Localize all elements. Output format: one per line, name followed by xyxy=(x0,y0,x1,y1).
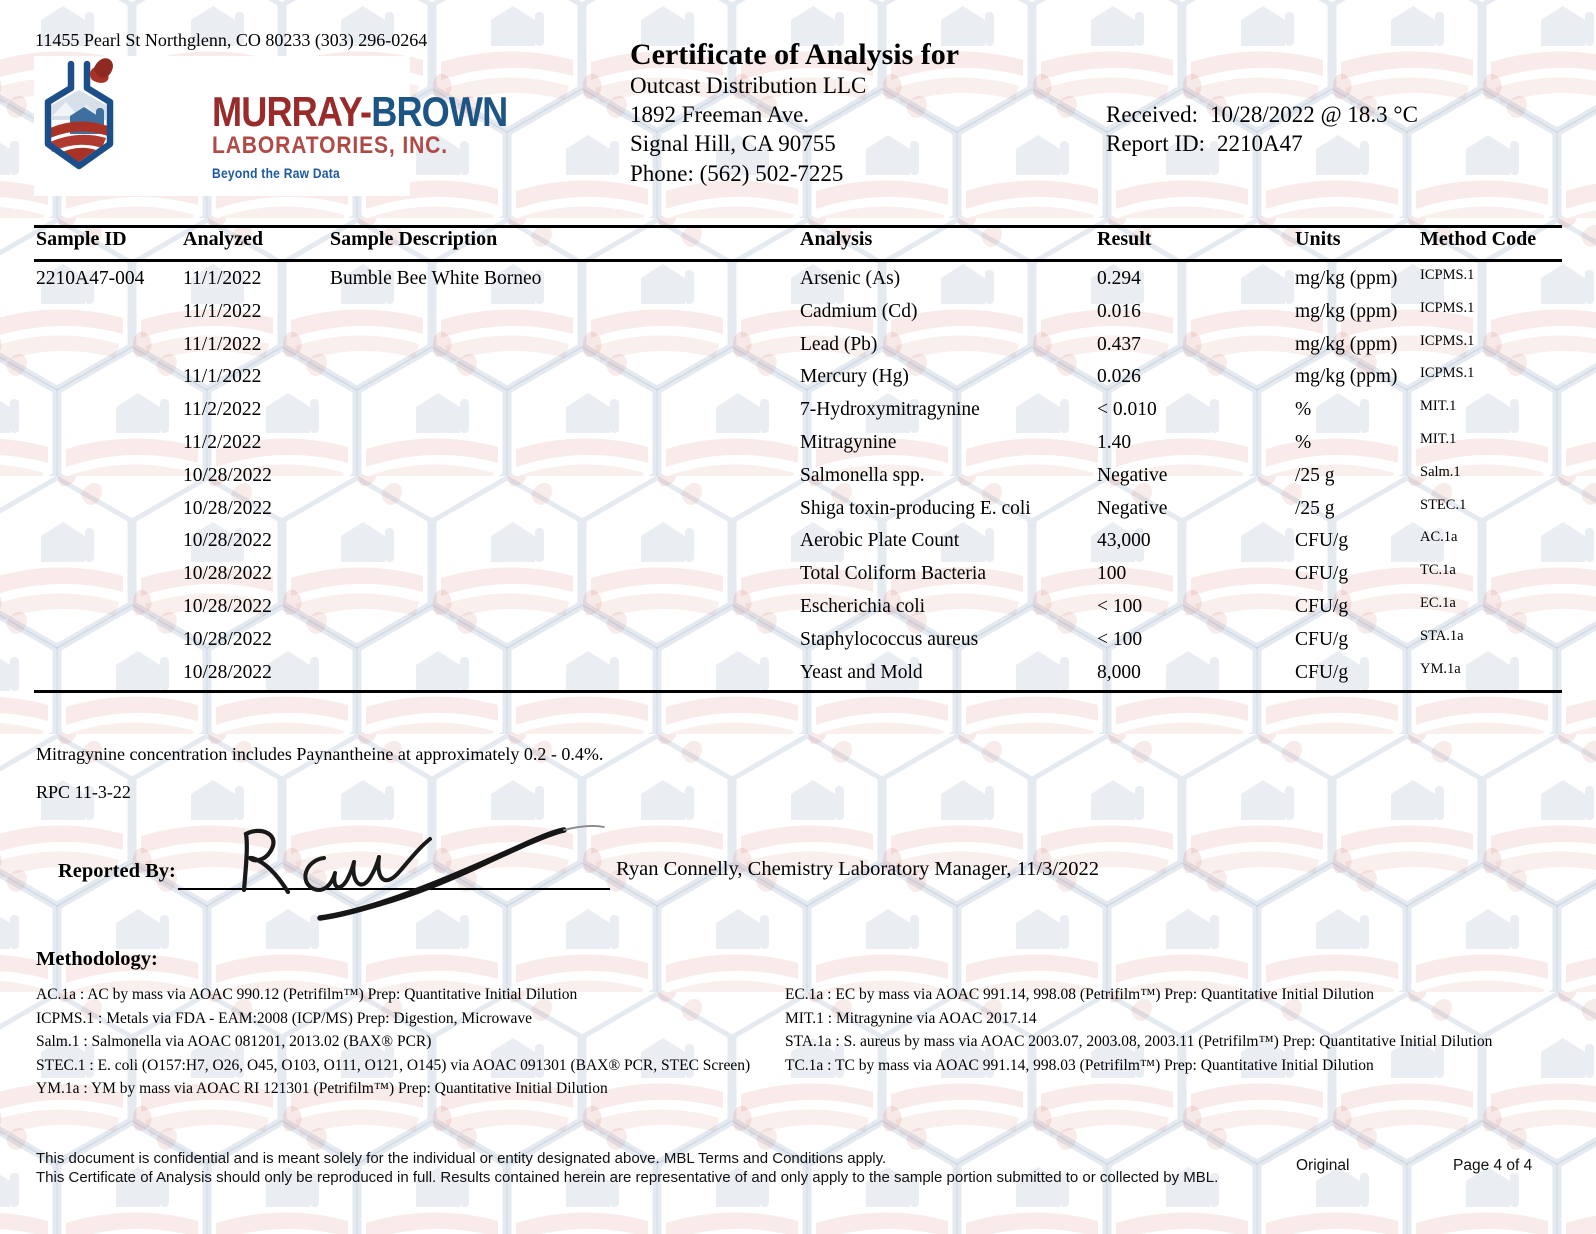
copy-type-label: Original xyxy=(1296,1157,1350,1174)
table-row xyxy=(0,493,1596,526)
cell-sample-id: 2210A47-004 xyxy=(36,268,145,289)
mitragynine-note: Mitragynine concentration includes Paynantheine at approximately 0.2 - 0.4%. xyxy=(36,744,604,764)
col-header-analyzed: Analyzed xyxy=(183,228,263,250)
table-row xyxy=(0,263,1596,296)
client-block xyxy=(630,71,866,188)
cell-analysis: Cadmium (Cd) xyxy=(800,300,918,322)
cell-analysis: Salmonella spp. xyxy=(800,464,925,486)
client-address-2: Signal Hill, CA 90755 xyxy=(630,131,836,157)
cell-units: % xyxy=(1295,399,1312,421)
report-id-label: Report ID: xyxy=(1106,131,1206,157)
methodology-item: STA.1a : S. aureus by mass via AOAC 2003.07, 2003.08, 2003.11 (Petrifilm™) Prep: Quantitative Initial Dilution xyxy=(785,1033,1493,1051)
report-id-value: 2210A47 xyxy=(1217,131,1303,157)
cell-method-code: EC.1a xyxy=(1420,594,1456,611)
table-bottom-rule xyxy=(34,690,1562,693)
cell-analyzed: 11/1/2022 xyxy=(183,366,262,388)
cell-analyzed: 10/28/2022 xyxy=(183,595,272,617)
cell-units: CFU/g xyxy=(1295,530,1349,552)
cell-result: 43,000 xyxy=(1097,530,1151,552)
cell-units: mg/kg (ppm) xyxy=(1295,366,1398,388)
col-header-sample-id: Sample ID xyxy=(36,228,127,250)
cell-analysis: Escherichia coli xyxy=(800,595,926,617)
table-row xyxy=(0,296,1596,329)
table-row xyxy=(0,558,1596,591)
cell-result: < 100 xyxy=(1097,628,1143,650)
rpc-note: RPC 11-3-22 xyxy=(36,782,131,802)
cell-analysis: Yeast and Mold xyxy=(800,661,923,683)
cell-result: < 0.010 xyxy=(1097,399,1157,421)
cell-method-code: MIT.1 xyxy=(1420,398,1457,415)
client-phone: Phone: (562) 502-7225 xyxy=(630,160,844,186)
cell-analyzed: 11/2/2022 xyxy=(183,431,262,453)
table-row xyxy=(0,657,1596,690)
cell-analyzed: 10/28/2022 xyxy=(183,628,272,650)
client-name: Outcast Distribution LLC xyxy=(630,73,867,98)
cell-method-code: TC.1a xyxy=(1420,562,1456,579)
page-title: Certificate of Analysis for xyxy=(630,38,960,71)
cell-analyzed: 10/28/2022 xyxy=(183,530,272,552)
received-value: 10/28/2022 @ 18.3 °C xyxy=(1209,102,1418,127)
results-rows xyxy=(0,263,1596,689)
methodology-item: Salm.1 : Salmonella via AOAC 081201, 2013.02 (BAX® PCR) xyxy=(36,1033,432,1051)
table-row xyxy=(0,329,1596,362)
brand-name-brown: BROWN xyxy=(371,88,508,135)
brand-laboratories: LABORATORIES, INC. xyxy=(212,132,448,159)
cell-analyzed: 11/1/2022 xyxy=(183,333,262,355)
cell-method-code: ICPMS.1 xyxy=(1420,365,1475,382)
methodology-item: AC.1a : AC by mass via AOAC 990.12 (Petrifilm™) Prep: Quantitative Initial Dilution xyxy=(36,986,578,1003)
cell-units: mg/kg (ppm) xyxy=(1295,333,1398,355)
received-line xyxy=(1106,100,1418,129)
cell-analyzed: 10/28/2022 xyxy=(183,661,272,683)
cell-result: < 100 xyxy=(1097,595,1143,617)
cell-analyzed: 11/1/2022 xyxy=(183,268,262,289)
cell-method-code: STA.1a xyxy=(1420,627,1464,644)
brand-name xyxy=(212,88,508,135)
report-id-line xyxy=(1106,129,1418,158)
methodology-left-column xyxy=(36,983,750,1101)
cell-units: mg/kg (ppm) xyxy=(1295,268,1398,289)
methodology-item: EC.1a : EC by mass via AOAC 991.14, 998.08 (Petrifilm™) Prep: Quantitative Initial Dilution xyxy=(785,986,1375,1003)
cell-analyzed: 11/1/2022 xyxy=(183,300,262,322)
methodology-item: STEC.1 : E. coli (O157:H7, O26, O45, O103, O111, O121, O145) via AOAC 091301 (BAX® PCR, STEC Screen) xyxy=(36,1056,751,1074)
cell-method-code: STEC.1 xyxy=(1420,496,1467,513)
cell-units: % xyxy=(1295,431,1312,453)
brand-tagline: Beyond the Raw Data xyxy=(212,165,341,181)
cell-analysis: Mitragynine xyxy=(800,431,897,453)
cell-units: CFU/g xyxy=(1295,661,1349,683)
cell-units: CFU/g xyxy=(1295,563,1349,585)
cell-units: mg/kg (ppm) xyxy=(1295,300,1398,322)
cell-result: 0.016 xyxy=(1097,300,1141,322)
methodology-item: YM.1a : YM by mass via AOAC RI 121301 (Petrifilm™) Prep: Quantitative Initial Dilution xyxy=(36,1080,608,1098)
cell-method-code: ICPMS.1 xyxy=(1420,332,1475,349)
table-row xyxy=(0,624,1596,657)
cell-analyzed: 11/2/2022 xyxy=(183,399,262,421)
cell-analysis: 7-Hydroxymitragynine xyxy=(800,399,980,421)
cell-method-code: MIT.1 xyxy=(1420,430,1457,447)
received-label: Received: xyxy=(1106,102,1198,127)
cell-units: /25 g xyxy=(1295,497,1335,519)
cell-result: Negative xyxy=(1097,464,1168,486)
cell-result: 0.294 xyxy=(1097,268,1141,289)
table-row xyxy=(0,427,1596,460)
cell-analysis: Shiga toxin-producing E. coli xyxy=(800,497,1031,519)
cell-analyzed: 10/28/2022 xyxy=(183,563,272,585)
reported-by-label: Reported By: xyxy=(58,860,176,882)
table-row xyxy=(0,525,1596,558)
cell-analysis: Total Coliform Bacteria xyxy=(800,563,986,585)
cell-analysis: Aerobic Plate Count xyxy=(800,530,960,552)
reporter-name-title: Ryan Connelly, Chemistry Laboratory Manager, 11/3/2022 xyxy=(616,858,1100,880)
cell-result: 100 xyxy=(1097,563,1127,585)
cell-analysis: Lead (Pb) xyxy=(800,333,878,355)
client-address-1: 1892 Freeman Ave. xyxy=(630,102,810,128)
footer-line-1: This document is confidential and is meant solely for the individual or entity designated above. MBL Terms and Conditions apply. xyxy=(36,1150,887,1167)
cell-result: 0.437 xyxy=(1097,333,1141,355)
cell-description: Bumble Bee White Borneo xyxy=(330,268,542,289)
brand-name-murray: MURRAY- xyxy=(212,88,372,135)
signature-icon xyxy=(208,800,608,925)
table-header-rule xyxy=(34,259,1562,262)
cell-method-code: YM.1a xyxy=(1420,660,1461,677)
cell-analyzed: 10/28/2022 xyxy=(183,497,272,519)
cell-method-code: ICPMS.1 xyxy=(1420,299,1475,316)
methodology-item: MIT.1 : Mitragynine via AOAC 2017.14 xyxy=(785,1009,1037,1027)
cell-result: 1.40 xyxy=(1097,431,1132,453)
footer-line-2: This Certificate of Analysis should only be reproduced in full. Results contained herein are representative of and only apply to the sample portion submitted to or collected by MBL. xyxy=(36,1168,1219,1186)
col-header-method-code: Method Code xyxy=(1420,228,1537,250)
cell-analysis: Arsenic (As) xyxy=(800,268,901,289)
cell-analysis: Staphylococcus aureus xyxy=(800,628,979,650)
col-header-description: Sample Description xyxy=(330,228,498,250)
methodology-item: ICPMS.1 : Metals via FDA - EAM:2008 (ICP/MS) Prep: Digestion, Microwave xyxy=(36,1009,532,1027)
methodology-heading: Methodology: xyxy=(36,948,158,970)
cell-result: 8,000 xyxy=(1097,661,1141,683)
cell-units: CFU/g xyxy=(1295,628,1349,650)
table-row xyxy=(0,361,1596,394)
confidentiality-notice xyxy=(36,1150,1218,1187)
brand-block xyxy=(212,88,508,181)
cell-method-code: ICPMS.1 xyxy=(1420,267,1475,283)
cell-method-code: AC.1a xyxy=(1420,529,1458,546)
cell-analyzed: 10/28/2022 xyxy=(183,464,272,486)
cell-analysis: Mercury (Hg) xyxy=(800,366,909,388)
table-row xyxy=(0,394,1596,427)
page-number: Page 4 of 4 xyxy=(1453,1157,1533,1174)
cell-units: CFU/g xyxy=(1295,595,1349,617)
lab-address: 11455 Pearl St Northglenn, CO 80233 (303) 296-0264 xyxy=(35,30,428,50)
cell-method-code: Salm.1 xyxy=(1420,463,1461,480)
cell-units: /25 g xyxy=(1295,464,1335,486)
col-header-result: Result xyxy=(1097,228,1152,250)
table-row xyxy=(0,591,1596,624)
murray-brown-flask-logo-icon xyxy=(40,58,118,190)
received-block xyxy=(1106,100,1418,158)
methodology-right-column xyxy=(785,983,1492,1077)
cell-result: Negative xyxy=(1097,497,1168,519)
col-header-analysis: Analysis xyxy=(800,228,873,250)
col-header-units: Units xyxy=(1295,228,1341,250)
table-row xyxy=(0,460,1596,493)
cell-result: 0.026 xyxy=(1097,366,1141,388)
methodology-item: TC.1a : TC by mass via AOAC 991.14, 998.03 (Petrifilm™) Prep: Quantitative Initial Dilution xyxy=(785,1056,1374,1074)
